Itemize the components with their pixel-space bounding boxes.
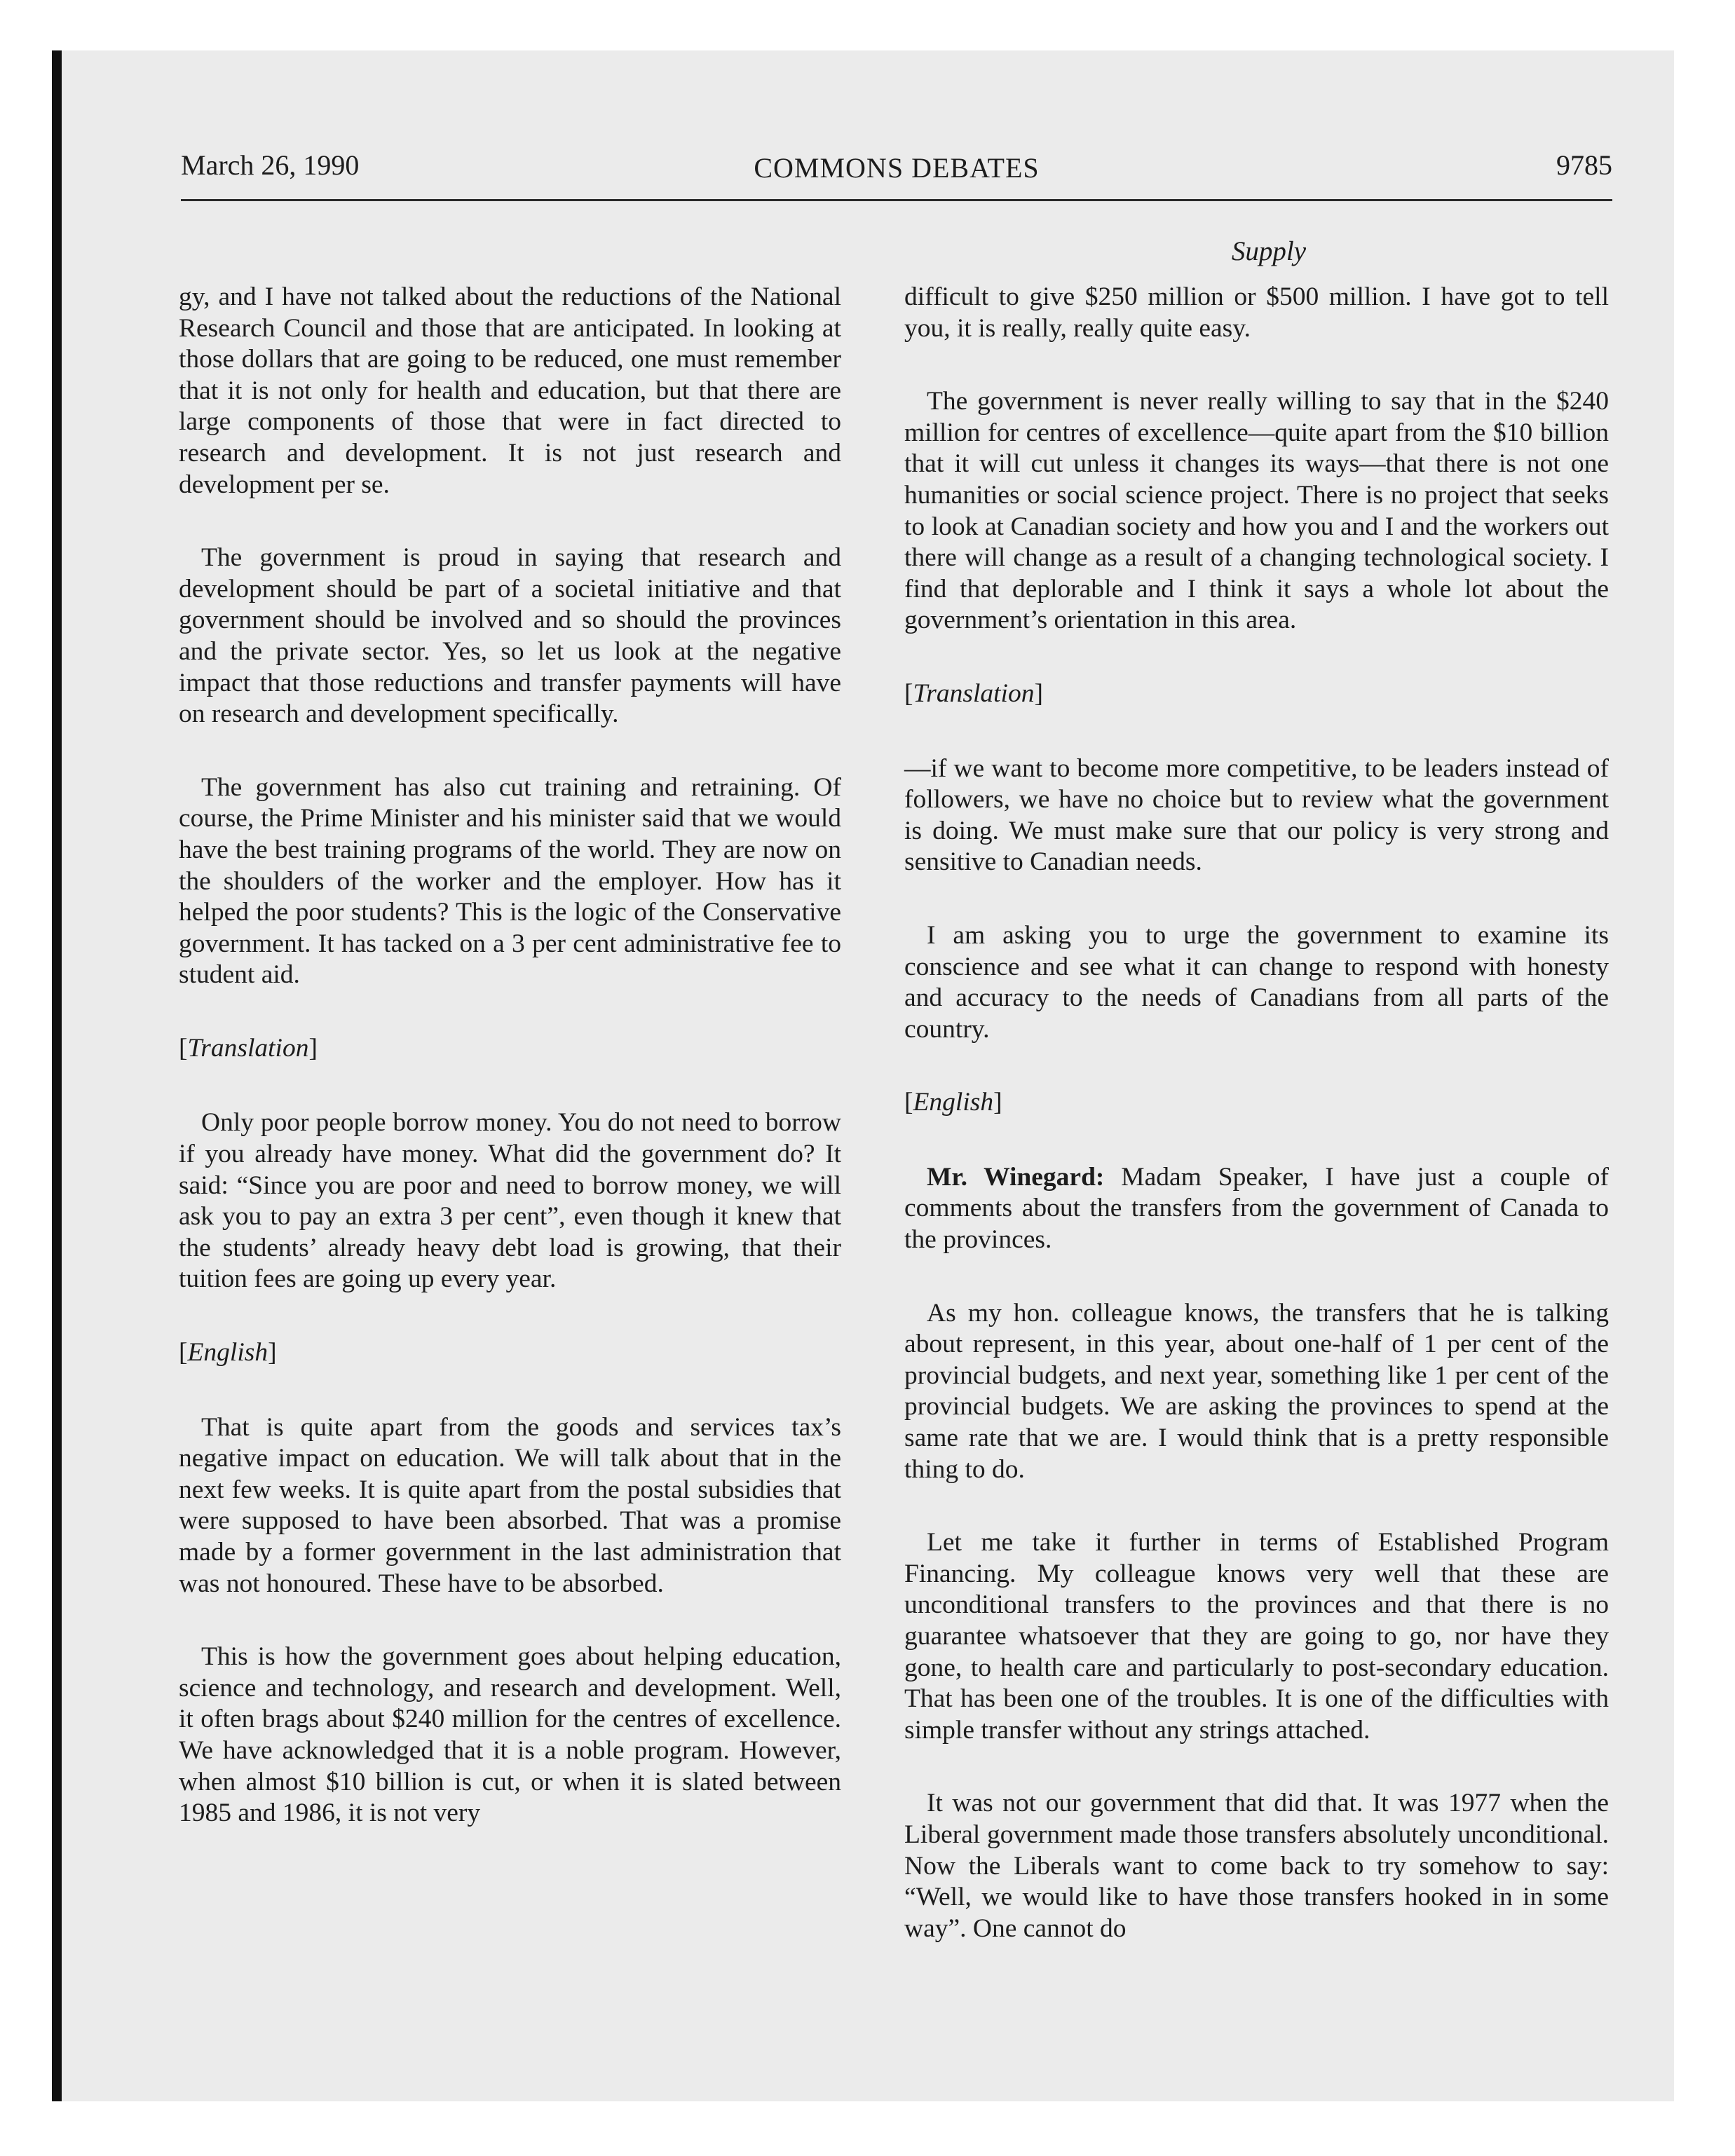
body-paragraph: The government is proud in saying that research and development should be part of a societal initiative and that government should be involved and so should the provinces and the private sector. Yes, so let us look at the negative impact that those reductions and transfer payments will have on research and development specifically.	[179, 543, 841, 729]
continued-paragraph: difficult to give $250 million or $500 million. I have got to tell you, it is really, really quite easy.	[904, 282, 1609, 343]
section-label: Supply	[1231, 236, 1307, 266]
language-tag: [English]	[904, 1088, 1002, 1117]
header-date: March 26, 1990	[181, 149, 360, 181]
body-paragraph: This is how the government goes about helping education, science and technology, and research and development. Well, it often brags about $240 million for the centres of excellence. We have acknowledged that it is a noble program. However, when almost $10 billion is cut, or when it is slated between 1985 and 1986, it is not very	[179, 1642, 841, 1828]
header-title: COMMONS DEBATES	[754, 152, 1040, 184]
language-tag-text: Translation	[187, 1033, 309, 1063]
speech-paragraph	[904, 1162, 1609, 1256]
body-paragraph: The government has also cut training and retraining. Of course, the Prime Minister and his minister said that we would have the best training programs of the world. They are now on the shoulders of the worker and the employer. How has it helped the poor students? This is the logic of the Conservative government. It has tacked on a 3 per cent administrative fee to student aid.	[179, 772, 841, 990]
scan-binding-edge	[52, 50, 62, 2101]
language-tag: [English]	[179, 1338, 277, 1367]
body-paragraph: Let me take it further in terms of Established Program Financing. My colleague knows very well that these are unconditional transfers to the provinces and that there is no guarantee whatsoever that they are going to go, nor have they gone, to health care and particularly to post-secondary education. That has been one of the troubles. It is one of the difficulties with simple transfer without any strings attached.	[904, 1528, 1609, 1745]
header-page-number: 9785	[1556, 149, 1612, 181]
body-paragraph: It was not our government that did that. It was 1977 when the Liberal government made those transfers absolutely unconditional. Now the Liberals want to come back to try somehow to say: “Well, we would like to have those transfers hooked in in some way”. One cannot do	[904, 1789, 1609, 1943]
speaker-name: Mr. Winegard:	[927, 1162, 1105, 1192]
continued-paragraph: gy, and I have not talked about the reductions of the National Research Council and those that are anticipated. In looking at those dollars that are going to be reduced, one must remember that it is not only for health and education, but that there are large components of those that were in fact directed to research and development. It is not just research and development per se.	[179, 282, 841, 499]
body-paragraph: That is quite apart from the goods and services tax’s negative impact on education. We will talk about that in the next few weeks. It is quite apart from the postal subsidies that were supposed to have been absorbed. That was a promise made by a former government in the last administration that was not honoured. These have to be absorbed.	[179, 1412, 841, 1598]
body-paragraph: The government is never really willing to say that in the $240 million for centres of excellence—quite apart from the $10 billion that it will cut unless it changes its ways—that there is not one humanities or social science project. There is no project that seeks to look at Canadian society and how you and I and the workers out there will change as a result of a changing technological society. I find that deplorable and I think it says a whole lot about the government’s orientation in this area.	[904, 387, 1609, 635]
right-column	[904, 282, 1609, 1986]
language-tag-text: Translation	[913, 678, 1035, 708]
language-tag: [Translation]	[904, 678, 1043, 708]
page-header	[181, 143, 1612, 201]
language-tag-text: English	[913, 1088, 994, 1117]
body-paragraph: As my hon. colleague knows, the transfers that he is talking about represent, in this year, about one-half of 1 per cent of the provincial budgets, and next year, something like 1 per cent of the provincial budgets. We are asking the provinces to spend at the same rate that we are. I would think that is a pretty responsible thing to do.	[904, 1298, 1609, 1484]
left-column	[179, 282, 841, 1871]
language-tag-text: English	[187, 1338, 268, 1367]
speech-text: Madam Speaker, I have just a couple of comments about the transfers from the government of Canada to the provinces.	[904, 1162, 1610, 1255]
body-paragraph: I am asking you to urge the government to examine its conscience and see what it can change to respond with honesty and accuracy to the needs of Canadians from all parts of the country.	[904, 920, 1609, 1044]
language-tag: [Translation]	[179, 1033, 318, 1063]
continued-paragraph: —if we want to become more competitive, to be leaders instead of followers, we have no choice but to review what the government is doing. We must make sure that our policy is very strong and sensitive to Canadian needs.	[904, 753, 1609, 877]
body-paragraph: Only poor people borrow money. You do not need to borrow if you already have money. What did the government do? It said: “Since you are poor and need to borrow money, we will ask you to pay an extra 3 per cent”, even though it knew that the students’ already heavy debt load is growing, that their tuition fees are going up every year.	[179, 1108, 841, 1294]
